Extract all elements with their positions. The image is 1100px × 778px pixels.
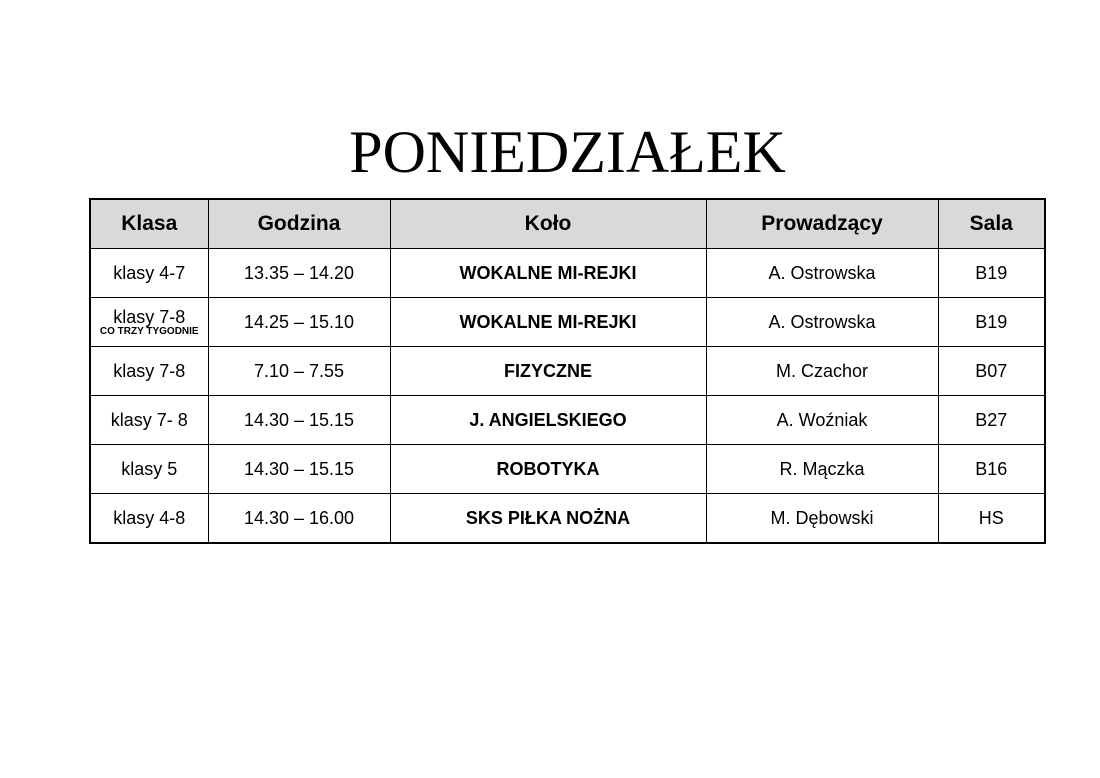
cell-prowadzacy: A. Woźniak [706, 396, 938, 445]
cell-sala: B16 [938, 445, 1045, 494]
page-title: PONIEDZIAŁEK [349, 119, 786, 185]
cell-godzina: 14.30 – 15.15 [208, 445, 390, 494]
cell-prowadzacy: A. Ostrowska [706, 298, 938, 347]
header-kolo: Koło [390, 199, 706, 249]
cell-kolo: SKS PIŁKA NOŻNA [390, 494, 706, 544]
cell-klasa: klasy 4-7 [90, 249, 208, 298]
cell-klasa [90, 298, 208, 347]
cell-sala: B07 [938, 347, 1045, 396]
cell-klasa-note: CO TRZY TYGODNIE [99, 326, 199, 337]
table-row [90, 298, 1045, 347]
cell-prowadzacy: A. Ostrowska [706, 249, 938, 298]
table-row [90, 249, 1045, 298]
cell-klasa: klasy 5 [90, 445, 208, 494]
cell-godzina: 7.10 – 7.55 [208, 347, 390, 396]
cell-sala: HS [938, 494, 1045, 544]
header-godzina: Godzina [208, 199, 390, 249]
cell-klasa: klasy 7- 8 [90, 396, 208, 445]
cell-godzina: 13.35 – 14.20 [208, 249, 390, 298]
schedule-table [89, 198, 1046, 544]
cell-kolo: WOKALNE MI-REJKI [390, 249, 706, 298]
cell-klasa-label: klasy 7-8 [113, 307, 186, 327]
cell-kolo: ROBOTYKA [390, 445, 706, 494]
cell-kolo: J. ANGIELSKIEGO [390, 396, 706, 445]
table-row [90, 494, 1045, 544]
table-header-row [90, 199, 1045, 249]
table-row [90, 347, 1045, 396]
table-row [90, 445, 1045, 494]
cell-godzina: 14.25 – 15.10 [208, 298, 390, 347]
header-klasa: Klasa [90, 199, 208, 249]
table-row [90, 396, 1045, 445]
header-sala: Sala [938, 199, 1045, 249]
cell-sala: B27 [938, 396, 1045, 445]
cell-sala: B19 [938, 298, 1045, 347]
cell-godzina: 14.30 – 16.00 [208, 494, 390, 544]
cell-klasa: klasy 7-8 [90, 347, 208, 396]
cell-klasa: klasy 4-8 [90, 494, 208, 544]
cell-prowadzacy: M. Dębowski [706, 494, 938, 544]
header-prowadzacy: Prowadzący [706, 199, 938, 249]
cell-prowadzacy: M. Czachor [706, 347, 938, 396]
cell-kolo: FIZYCZNE [390, 347, 706, 396]
cell-prowadzacy: R. Mączka [706, 445, 938, 494]
cell-kolo: WOKALNE MI-REJKI [390, 298, 706, 347]
cell-godzina: 14.30 – 15.15 [208, 396, 390, 445]
cell-sala: B19 [938, 249, 1045, 298]
